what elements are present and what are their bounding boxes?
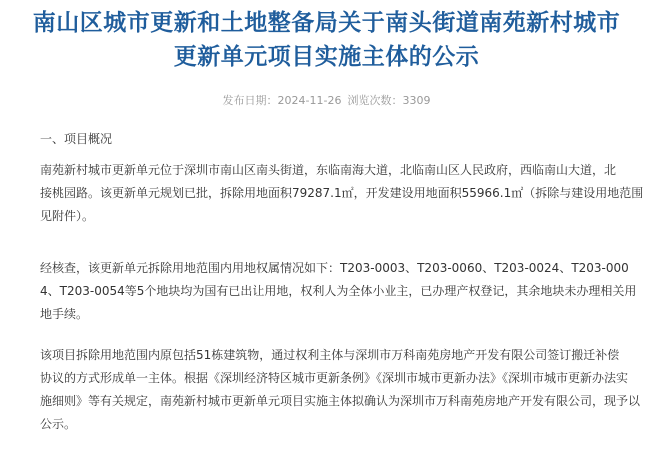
paragraph-line: 该项目拆除用地范围内原包括51栋建筑物，通过权利主体与深圳市万科南苑房地产开发有限公司签订搬迁补偿 bbox=[40, 348, 620, 362]
article-title bbox=[0, 6, 653, 74]
paragraph-line: 协议的方式形成单一主体。根据《深圳经济特区城市更新条例》《深圳市城市更新办法》《深圳市城市更新办法实 bbox=[40, 371, 629, 385]
paragraph-line: 公示。 bbox=[40, 417, 77, 431]
publish-date-label: 发布日期： bbox=[222, 94, 278, 107]
paragraph-line: 施细则》等有关规定，南苑新村城市更新单元项目实施主体拟确认为深圳市万科南苑房地产开发有限公司，现予以 bbox=[40, 394, 641, 408]
paragraph-location bbox=[40, 159, 644, 228]
paragraph-implementation bbox=[40, 344, 640, 436]
views-label: 浏览次数： bbox=[347, 94, 403, 107]
paragraph-line: 接桃园路。该更新单元规划已批，拆除用地面积79287.1㎡，开发建设用地面积55966.1㎡（拆除与建设用地范围 bbox=[40, 186, 644, 200]
paragraph-line: 南苑新村城市更新单元位于深圳市南山区南头街道，东临南海大道，北临南山区人民政府，西临南山大道，北 bbox=[40, 163, 617, 177]
publish-date: 2024-11-26 bbox=[277, 94, 342, 107]
article-meta bbox=[0, 92, 653, 108]
article-title-line-1: 南山区城市更新和土地整备局关于南头街道南苑新村城市 bbox=[32, 10, 621, 36]
article-title-line-2: 更新单元项目实施主体的公示 bbox=[173, 44, 480, 70]
paragraph-line: 4、T203-0054等5个地块均为国有已出让用地，权利人为全体小业主，已办理产权登记，其余地块未办理相关用 bbox=[40, 284, 637, 298]
paragraph-line: 地手续。 bbox=[40, 307, 89, 321]
views-count: 3309 bbox=[402, 94, 431, 107]
paragraph-line: 见附件）。 bbox=[40, 209, 95, 223]
section-heading: 一、项目概况 bbox=[40, 132, 113, 146]
paragraph-line: 经核查，该更新单元拆除用地范围内用地权属情况如下：T203-0003、T203-0060、T203-0024、T203-000 bbox=[40, 261, 629, 275]
paragraph-ownership bbox=[40, 257, 640, 326]
